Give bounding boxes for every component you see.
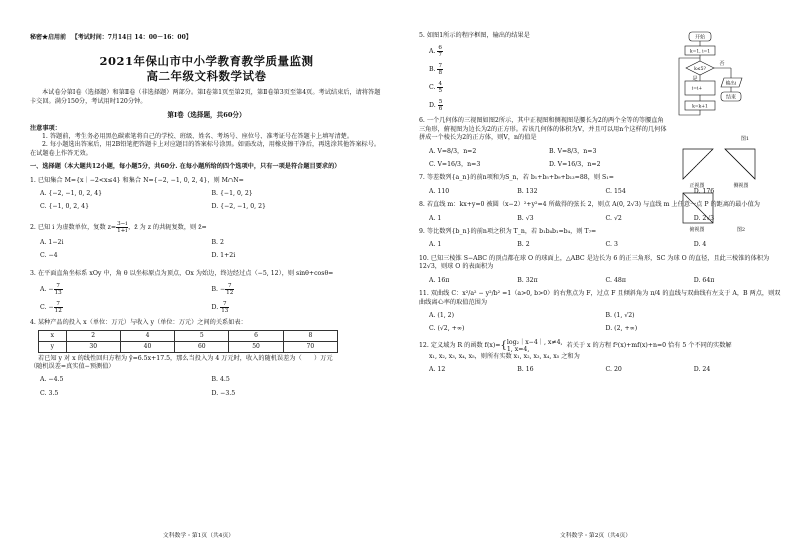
q12-line2: x₁, x₂, x₃, x₄, x₅，则所有实数 x₁, x₂, x₃, x₄, x₅ 之和为 <box>429 352 580 360</box>
q4-stem: 4. 某种产品的投入 x（单位：万元）与收入 y（单位：万元）之间的关系如表： <box>30 319 247 327</box>
part1-heading: 一、选择题（本大题共12小题，每小题5分，共60分. 在每小题所给的四个选项中，只有一项是符合题目要求的） <box>30 163 341 171</box>
q12-option-c[interactable]: C. 20 <box>605 366 622 374</box>
table-cell: 60 <box>175 341 229 352</box>
q8-stem: 8. 若直线 m：kx+y=0 被圆（x−2）²+y²=4 所截得的弦长 2，则点 A(0, 2√3) 与直线 m 上任意一点 P 的距离的最小值为 <box>419 201 760 209</box>
table-cell: 50 <box>229 341 283 352</box>
q5-d-prefix: D. <box>429 102 438 110</box>
q2-denominator: 1+i <box>117 227 128 234</box>
flow-body-text: i=i+ <box>691 86 703 92</box>
q4-options-row1 <box>30 376 383 384</box>
q4-option-a[interactable]: A. −4.5 <box>40 376 64 384</box>
footer-right: 文科数学・第2页（共4页） <box>559 533 632 539</box>
q9-option-b[interactable]: B. 2 <box>517 241 530 249</box>
q3-d-prefix: D. <box>211 304 221 312</box>
q10-option-b[interactable]: B. 32π <box>517 276 538 284</box>
top-view-label: 俯视图 <box>689 227 705 233</box>
q8-option-d[interactable]: D. 2√3 <box>693 214 715 222</box>
flow-cond-text: k≤5? <box>694 67 706 72</box>
table-cell: 8 <box>283 330 337 341</box>
flow-no-label: 否 <box>719 61 725 67</box>
q5-c-fraction <box>437 81 443 94</box>
exam-title-line1: 2021年保山市中小学教育教学质量监测 <box>99 54 314 69</box>
q3-b-prefix: B. − <box>211 286 226 294</box>
q4-options-row2 <box>30 390 383 398</box>
q2-options-row1 <box>30 239 383 247</box>
q11-stem: 11. 双曲线 C：x²/a² − y²/b² =1（a>0, b>0）的右焦点为 F，过点 F 且倾斜角为 π/4 的直线与双曲线有左支于 A，B 两点，则双曲线离心率的取值范围为 <box>419 290 781 306</box>
q12-stem-pre: 12. 定义域为 R 的函数 f(x)= <box>419 341 501 349</box>
q12-option-a[interactable]: A. 12 <box>429 366 446 374</box>
flow-k-text: k=k+1 <box>692 104 708 110</box>
q9-stem: 9. 等比数列{b_n}的前n项之积为 T_n，若 b₁b₄b₁=b₄，则 T₇= <box>419 228 597 236</box>
q2-option-c[interactable]: C. −4 <box>40 252 58 260</box>
q5-b-fraction <box>437 63 443 76</box>
q3-options-row1 <box>30 283 383 296</box>
q3-c-den: 12 <box>54 308 62 315</box>
q3-b-fraction <box>225 283 234 296</box>
q4-option-b[interactable]: B. 4.5 <box>211 376 230 384</box>
footer-left: 文科数学・第1页（共4页） <box>162 533 235 539</box>
table-cell: y <box>39 341 67 352</box>
q5-option-a[interactable] <box>419 45 669 58</box>
q1-option-a[interactable]: A. {−2, −1, 0, 2, 4} <box>40 190 103 198</box>
q7-option-a[interactable]: A. 110 <box>429 187 450 195</box>
q3-c-fraction <box>54 301 63 314</box>
q1-options-row2 <box>30 203 383 211</box>
q12-piece2: 1, x=4, <box>506 345 530 353</box>
q12-options <box>419 366 782 374</box>
q11-options-row1 <box>419 312 782 320</box>
q3-options-row2 <box>30 301 383 314</box>
q1-option-c[interactable]: C. {−1, 0, 2, 4} <box>40 203 90 211</box>
q3-c-prefix: C. − <box>40 304 54 312</box>
q9-option-c[interactable]: C. 3 <box>605 241 618 249</box>
table-cell: 4 <box>120 330 174 341</box>
q3-a-fraction <box>54 283 63 296</box>
table-cell: 70 <box>283 341 337 352</box>
q2-option-b[interactable]: B. 2 <box>211 238 224 246</box>
q2-options-row2 <box>30 252 383 260</box>
q5-option-b[interactable] <box>419 63 669 76</box>
notice-item-2: 2. 每小题选出答案后，用2B铅笔把答题卡上对应题目的答案标号涂黑。如需改动，用橡皮擦干净后，再选涂其他答案标号。在试题卷上作答无效。 <box>30 141 381 157</box>
q1-option-d[interactable]: D. {−2, −1, 0, 2} <box>211 203 266 211</box>
q5-a-prefix: A. <box>429 48 438 56</box>
flow-init-text: k=1, i=1 <box>689 49 711 55</box>
q10-option-d[interactable]: D. 64π <box>693 276 715 284</box>
q2-option-a[interactable]: A. 1−2i <box>40 238 64 246</box>
q1-stem: 1. 已知集合 M={x｜−2<x≤4} 和集合 N={−2, −1, 0, 2, 4}，则 M∩N= <box>30 176 244 184</box>
q6-option-b[interactable]: B. V=8/3，n=3 <box>549 147 597 155</box>
q3-option-d[interactable] <box>212 301 384 314</box>
q8-option-a[interactable]: A. 1 <box>429 214 442 222</box>
q6-stem: 6. 一个几何体的三视图如图2所示，其中正视图和侧视图是腰长为2的两个全等的等腰直角三角形，俯视图为边长为2的正方形。若该几何体的体积为V，并且可以用n个这样的几何体拼成一个棱长为2的正方体，则V，n的值是 <box>419 117 667 142</box>
q3-d-fraction <box>220 301 229 314</box>
q7-option-c[interactable]: C. 154 <box>605 187 626 195</box>
q3-d-num: 7 <box>220 301 229 308</box>
q2-stem-post: ，z̄ 为 z 的共轭复数，则 z̄= <box>128 223 207 231</box>
brace-icon: { <box>500 339 507 351</box>
q11-option-a[interactable]: A. (1, 2) <box>429 311 455 319</box>
q7-stem: 7. 等差数列{a_n}的前n项和为S_n，若 b₁+b₅+b₉+b₁₃=88，则 S₁= <box>419 174 614 182</box>
q6-option-d[interactable]: D. V=16/3，n=2 <box>549 161 601 169</box>
flow-yes-label: 是 <box>692 76 698 82</box>
q2-fraction <box>116 221 128 234</box>
q6-options-row2 <box>419 161 669 169</box>
q5-b-den: 8 <box>438 70 443 77</box>
notice-heading: 注意事项： <box>30 124 61 132</box>
q3-option-c[interactable] <box>40 301 212 314</box>
q3-d-den: 13 <box>221 308 229 315</box>
q3-a-den: 13 <box>54 290 62 297</box>
table-cell: 5 <box>175 330 229 341</box>
q3-a-prefix: A. − <box>40 286 54 294</box>
q9-option-a[interactable]: A. 1 <box>429 241 442 249</box>
secret-label: 秘密★启用前 <box>30 34 67 41</box>
q2-option-d[interactable]: D. 1+2i <box>211 252 236 260</box>
exam-time: 【考试时间：7月14日 14：00－16：00】 <box>71 34 192 41</box>
q2-numerator: 3−i <box>117 220 128 227</box>
q12-stem-post: 若关于 x 的方程 f²(x)+mf(x)+n=0 恰有 5 个不同的实数解 <box>566 341 732 349</box>
notice-item-1: 1. 答题前，考生务必用黑色碳素笔将自己的学校、班级、姓名、考场号、座位号、准考证号在答题卡上填写清楚。 <box>42 133 354 141</box>
q5-c-den: 5 <box>438 88 443 95</box>
side-view-label: 侧视图 <box>733 183 749 189</box>
q1-option-b[interactable]: B. {−1, 0, 2} <box>211 190 253 198</box>
q10-stem: 10. 已知三棱锥 S−ABC 的顶点都在球 O 的球面上，△ABC 是边长为 6 的正三角形，SC 为球 O 的直径，且此三棱锥的体积为 12√3，则球 O 的表面积为 <box>419 254 770 271</box>
q11-options-row2 <box>419 325 782 333</box>
q11-option-c[interactable]: C. (√2, +∞) <box>429 325 465 333</box>
q5-option-c[interactable] <box>419 81 669 94</box>
q10-option-a[interactable]: A. 16π <box>429 276 450 284</box>
q5-b-prefix: B. <box>429 66 438 74</box>
intro-text: 本试卷分第Ⅰ卷（选择题）和第Ⅱ卷（非选择题）两部分。第Ⅰ卷第1页至第2页，第Ⅱ卷第3页至第4页。考试结束后，请将答题卡交回。满分150分，考试用时120分钟。 <box>30 89 381 105</box>
q4-text2: （随机误差=真实值−预测值） <box>30 362 115 370</box>
q5-c-prefix: C. <box>429 84 438 92</box>
q6-option-c[interactable]: C. V=16/3，n=3 <box>429 161 481 169</box>
q5-b-num: 7 <box>438 63 443 70</box>
q3-a-num: 7 <box>54 283 63 290</box>
q4-row-x <box>39 330 338 341</box>
q5-c-num: 4 <box>438 81 443 88</box>
flow-start-text: 开始 <box>694 34 706 41</box>
figure-1-label: 图1 <box>740 136 750 142</box>
q3-option-b[interactable] <box>212 283 384 296</box>
q5-option-d[interactable] <box>419 99 669 112</box>
q10-option-c[interactable]: C. 48π <box>605 276 626 284</box>
q7-option-b[interactable]: B. 132 <box>517 187 538 195</box>
q12-piecewise <box>507 339 563 353</box>
q5-stem: 5. 如图1所示的程序框图，输出的结果是 <box>419 32 530 39</box>
q2-stem <box>30 221 383 234</box>
q2-stem-pre: 2. 已知 i 为虚数单位，复数 z= <box>30 223 117 231</box>
q3-stem: 3. 在平面直角坐标系 xOy 中，角 θ 以坐标原点为顶点，Ox 为始边，终边经过点（−5, 12），则 sinθ+cosθ= <box>30 269 334 277</box>
q11-option-b[interactable]: B. (1, √2) <box>605 311 635 319</box>
table-cell: x <box>39 330 67 341</box>
q4-data-table <box>38 330 338 353</box>
q5-d-den: 6 <box>438 106 443 113</box>
flow-end-text: 结束 <box>725 94 737 101</box>
table-cell: 40 <box>120 341 174 352</box>
q12-piece1: log₂｜x−4｜, x≠4, <box>506 338 563 346</box>
exam-title-line2: 高二年级文科数学试卷 <box>146 69 267 84</box>
table-cell: 30 <box>66 341 120 352</box>
page-2 <box>397 0 794 544</box>
q12-option-b[interactable]: B. 16 <box>517 366 534 374</box>
q4-text1: 若已知 y 对 x 的线性回归方程为 ŷ=6.5x+17.5，那么当投入为 4 万元时，收入的随机误差为（ ）万元 <box>38 354 333 362</box>
q5-a-den: 7 <box>438 52 442 59</box>
q5-d-num: 5 <box>438 99 443 106</box>
q10-options <box>419 277 782 285</box>
q6-option-a[interactable]: A. V=8/3，n=2 <box>429 147 477 155</box>
q4-option-c[interactable]: C. 3.5 <box>40 389 59 397</box>
q4-option-d[interactable]: D. −3.5 <box>211 389 236 397</box>
q6-options-row1 <box>419 148 669 156</box>
flowchart-figure-1 <box>675 30 765 150</box>
q1-options-row1 <box>30 190 383 198</box>
q5-a-num: 6 <box>438 45 442 52</box>
flow-output-text: 输出i <box>725 81 737 87</box>
exam-header <box>30 34 383 42</box>
q8-option-c[interactable]: C. √2 <box>605 214 622 222</box>
q5-d-fraction <box>438 99 444 112</box>
q12-stem <box>419 339 782 353</box>
q7-option-d[interactable]: D. 176 <box>693 187 715 195</box>
q3-c-num: 7 <box>54 301 63 308</box>
q3-option-a[interactable] <box>40 283 212 296</box>
q11-option-d[interactable]: D. (2, +∞) <box>605 325 638 333</box>
three-views-figure-2 <box>679 145 769 237</box>
q4-row-y <box>39 341 338 352</box>
table-cell: 2 <box>66 330 120 341</box>
q3-b-num: 7 <box>225 283 234 290</box>
front-view-label: 正视图 <box>689 183 705 189</box>
section1-title: 第Ⅰ卷（选择题，共60分） <box>167 111 246 120</box>
q9-options <box>419 241 782 249</box>
table-cell: 6 <box>229 330 283 341</box>
q3-b-den: 12 <box>226 290 234 297</box>
q8-option-b[interactable]: B. √3 <box>517 214 534 222</box>
figure-2-label: 图2 <box>736 227 746 233</box>
q5-a-fraction <box>437 45 443 58</box>
q12-option-d[interactable]: D. 24 <box>693 366 711 374</box>
q9-option-d[interactable]: D. 4 <box>693 241 707 249</box>
